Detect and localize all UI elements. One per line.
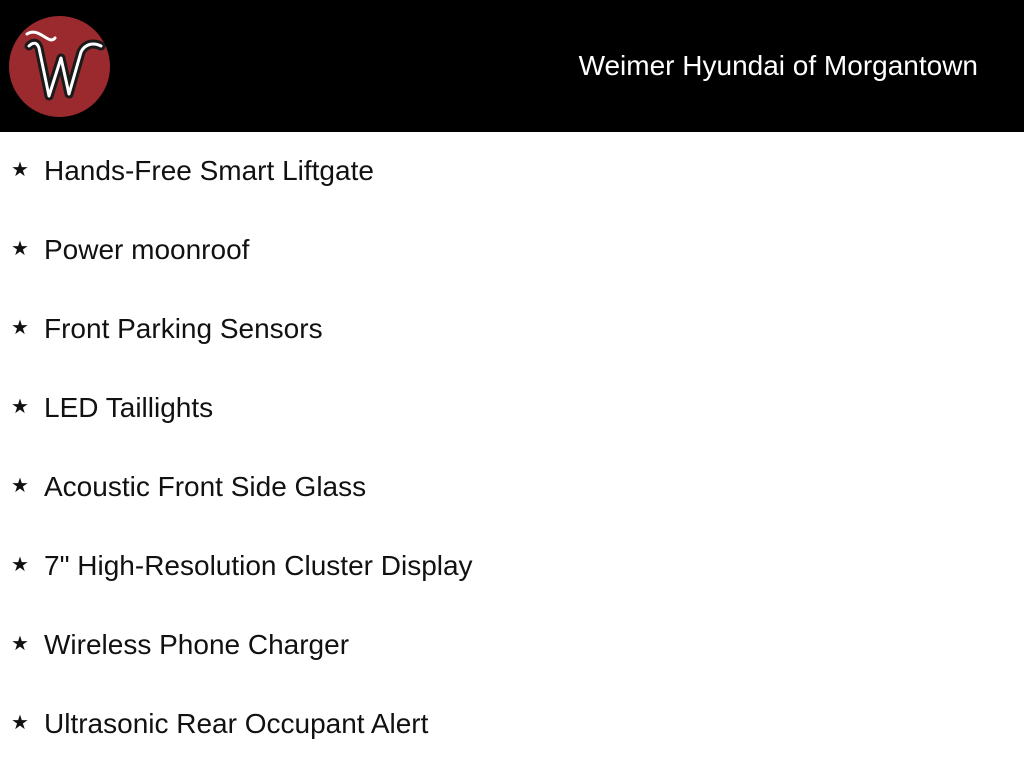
star-icon: ★ xyxy=(11,552,29,576)
weimer-w-logo-icon xyxy=(9,16,110,117)
star-icon: ★ xyxy=(11,631,29,655)
feature-list xyxy=(0,132,1024,764)
feature-label: Wireless Phone Charger xyxy=(44,629,350,660)
feature-item xyxy=(0,132,1024,211)
feature-label: 7" High-Resolution Cluster Display xyxy=(44,550,473,581)
feature-label: Front Parking Sensors xyxy=(44,313,323,344)
feature-item xyxy=(0,369,1024,448)
feature-label: Hands-Free Smart Liftgate xyxy=(44,155,374,186)
feature-label: Power moonroof xyxy=(44,234,250,265)
star-icon: ★ xyxy=(11,394,29,418)
star-icon: ★ xyxy=(11,710,29,734)
header-bar xyxy=(0,0,1024,132)
feature-item xyxy=(0,290,1024,369)
star-icon: ★ xyxy=(11,236,29,260)
feature-label: Ultrasonic Rear Occupant Alert xyxy=(44,708,429,739)
star-icon: ★ xyxy=(11,473,29,497)
feature-item xyxy=(0,448,1024,527)
dealer-name: Weimer Hyundai of Morgantown xyxy=(578,50,978,81)
feature-item xyxy=(0,527,1024,606)
feature-item xyxy=(0,211,1024,290)
feature-label: Acoustic Front Side Glass xyxy=(44,471,367,502)
star-icon: ★ xyxy=(11,315,29,339)
feature-item xyxy=(0,606,1024,685)
feature-item xyxy=(0,685,1024,764)
feature-label: LED Taillights xyxy=(44,392,214,423)
star-icon: ★ xyxy=(11,157,29,181)
